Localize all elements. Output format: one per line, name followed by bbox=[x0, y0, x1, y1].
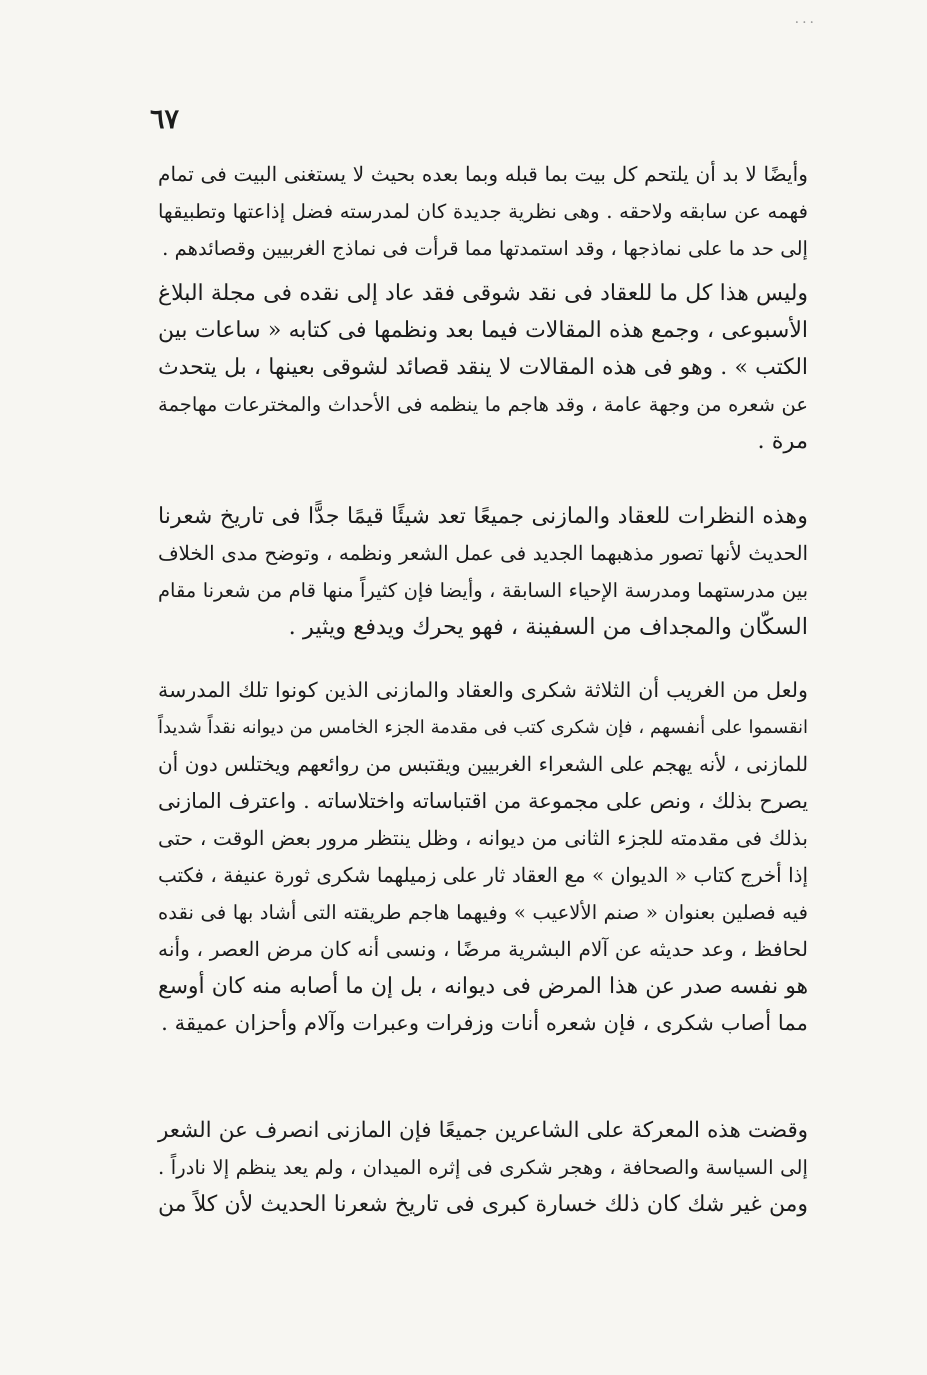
text-line: إلى السياسة والصحافة ، وهجر شكرى فى إثره الميدان ، ولم يعد ينظم إلا نادراً . bbox=[158, 1156, 808, 1179]
text-line: مما أصاب شكرى ، فإن شعره أنات وزفرات وعبرات وآلام وأحزان عميقة . bbox=[161, 1011, 808, 1036]
text-line: الأسبوعى ، وجمع هذه المقالات فيما بعد ونظمها فى كتابه « ساعات بين bbox=[158, 318, 808, 343]
paragraph-4 bbox=[158, 672, 808, 1042]
text-line: ومن غير شك كان ذلك خسارة كبرى فى تاريخ شعرنا الحديث لأن كلاً من bbox=[158, 1192, 808, 1217]
text-line: إذا أخرج كتاب « الديوان » مع العقاد ثار على زميلهما شكرى ثورة عنيفة ، فكتب bbox=[158, 864, 808, 887]
text-line: إلى حد ما على نماذجها ، وقد استمدتها مما قرأت فى نماذج الغربيين وقصائدهم . bbox=[162, 237, 808, 260]
text-line: للمازنى ، لأنه يهجم على الشعراء الغربيين ويقتبس من روائعهم ويختلس دون أن bbox=[158, 753, 808, 776]
text-line: لحافظ ، وعد حديثه عن آلام البشرية مرضًا ، ونسى أنه كان مرض العصر ، وأنه bbox=[158, 937, 808, 961]
text-line: ولعل من الغريب أن الثلاثة شكرى والعقاد والمازنى الذين كونوا تلك المدرسة bbox=[158, 678, 808, 702]
text-line: عن شعره من وجهة عامة ، وقد هاجم ما ينظمه فى الأحداث والمخترعات مهاجمة bbox=[158, 393, 808, 416]
text-line: وأيضًا لا بد أن يلتحم كل بيت بما قبله وبما بعده بحيث لا يستغنى البيت فى تمام bbox=[158, 162, 808, 186]
text-line: وهذه النظرات للعقاد والمازنى جميعًا تعد شيئًا قيمًا جدًّا فى تاريخ شعرنا bbox=[158, 503, 808, 529]
paragraph-2 bbox=[158, 275, 808, 460]
paragraph-5 bbox=[158, 1112, 808, 1223]
text-line: بذلك فى مقدمته للجزء الثانى من ديوانه ، وظل ينتظر مرور بعض الوقت ، حتى bbox=[158, 826, 808, 850]
text-line: السكّان والمجداف من السفينة ، فهو يحرك ويدفع ويثير . bbox=[288, 614, 808, 640]
text-line: انقسموا على أنفسهم ، فإن شكرى كتب فى مقدمة الجزء الخامس من ديوانه نقداً شديداً bbox=[158, 717, 808, 738]
text-line: الحديث لأنها تصور مذهبهما الجديد فى عمل الشعر ونظمه ، وتوضح مدى الخلاف bbox=[158, 542, 808, 565]
text-line: مرة . bbox=[757, 428, 808, 454]
text-line: فيه فصلين بعنوان « صنم الألاعيب » وفيهما هاجم طريقته التى أشاد بها فى نقده bbox=[158, 901, 808, 924]
paragraph-3 bbox=[158, 498, 808, 646]
text-line: يصرح بذلك ، ونص على مجموعة من اقتباساته واختلاساته . واعترف المازنى bbox=[158, 789, 808, 813]
corner-dots: ... bbox=[794, 11, 817, 27]
text-line: فهمه عن سابقه ولاحقه . وهى نظرية جديدة كان لمدرسته فضل إذاعتها وتطبيقها bbox=[158, 200, 808, 223]
text-line: بين مدرستهما ومدرسة الإحياء السابقة ، وأيضا فإن كثيراً منها قام من شعرنا مقام bbox=[158, 579, 808, 602]
text-line: وقضت هذه المعركة على الشاعرين جميعًا فإن المازنى انصرف عن الشعر bbox=[158, 1118, 808, 1143]
text-line: الكتب » . وهو فى هذه المقالات لا ينقد قصائد لشوقى بعينها ، بل يتحدث bbox=[158, 355, 808, 380]
text-line: هو نفسه صدر عن هذا المرض فى ديوانه ، بل إن ما أصابه منه كان أوسع bbox=[158, 974, 808, 999]
page-number: ٦٧ bbox=[150, 104, 180, 135]
paragraph-1 bbox=[158, 156, 808, 267]
text-line: وليس هذا كل ما للعقاد فى نقد شوقى فقد عاد إلى نقده فى مجلة البلاغ bbox=[158, 281, 808, 306]
